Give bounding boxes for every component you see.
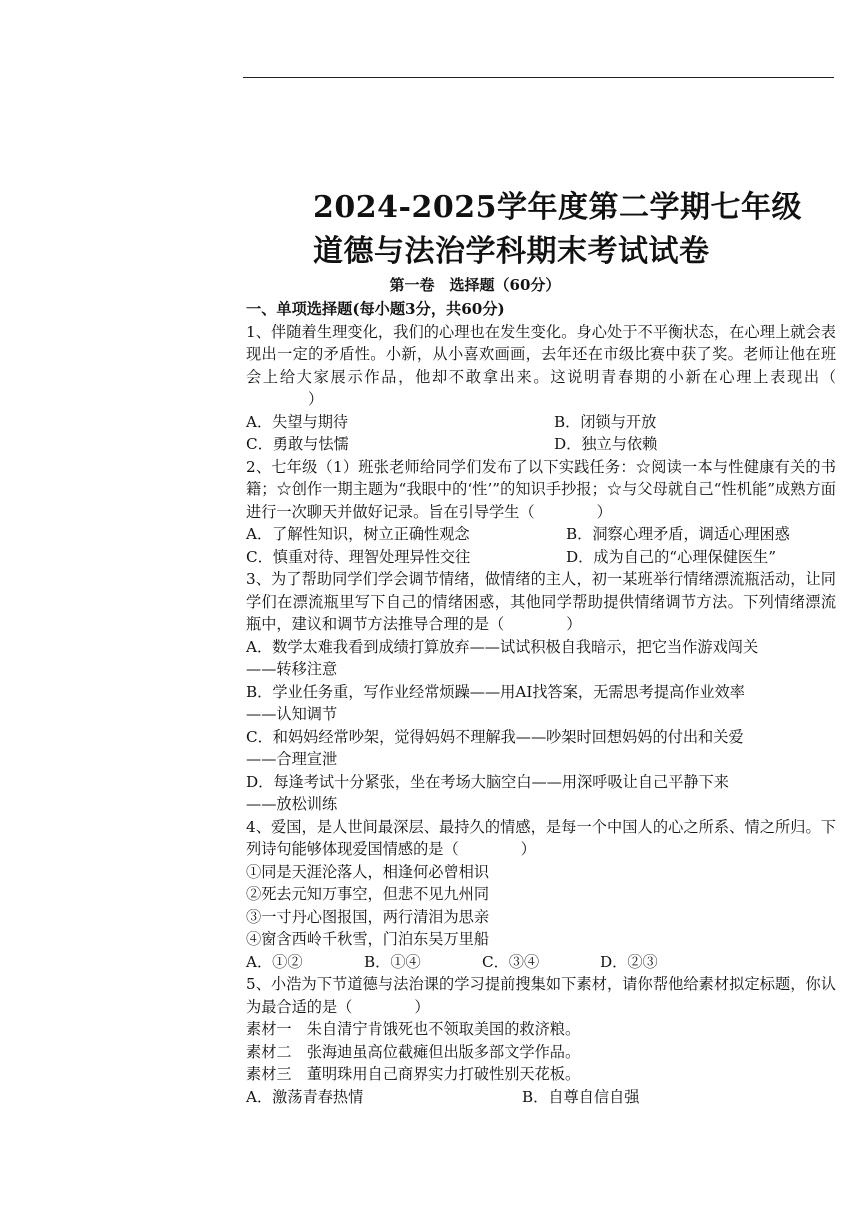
question-4-option-c[interactable]: C．③④ [482, 952, 540, 971]
exam-title-line-1: 2024-2025学年度第二学期七年级 [313, 190, 802, 225]
exam-body [246, 298, 836, 1108]
question-5-stem: 5、小浩为下节道德与法治课的学习提前搜集如下素材，请你帮他给素材拟定标题，你认为最合适的是（ ） [246, 975, 836, 1016]
question-4-option-a[interactable]: A．①② [246, 952, 303, 971]
question-1-option-d[interactable]: D．独立与依赖 [554, 435, 658, 453]
question-1-options-row-1 [246, 411, 836, 434]
question-5-options-row-1 [246, 1086, 836, 1109]
question-2-option-a[interactable]: A．了解性知识，树立正确性观念 [246, 525, 470, 543]
question-5-option-a[interactable]: A．激荡青春热情 [246, 1087, 364, 1106]
question-1-stem: 1、伴随着生理变化，我们的心理也在发生变化。身心处于不平衡状态，在心理上就会表现出一定的矛盾性。小新，从小喜欢画画，去年还在市级比赛中获了奖。老师让他在班会上给大家展示作品，他却不敢拿出来。这说明青春期的小新在心理上表现出（） [246, 322, 836, 408]
question-4-stem: 4、爱国，是人世间最深层、最持久的情感，是每一个中国人的心之所系、情之所归。下列诗句能够体现爱国情感的是（ ） [246, 817, 836, 858]
question-1-option-c[interactable]: C．勇敢与怯懦 [246, 435, 349, 453]
question-1-option-b[interactable]: B．闭锁与开放 [554, 412, 657, 431]
question-4-options [246, 951, 836, 974]
question-2-options-row-2 [246, 546, 836, 569]
question-1-option-a[interactable]: A．失望与期待 [246, 412, 349, 431]
question-1-options-row-2 [246, 433, 836, 456]
question-5-option-b[interactable]: B．自尊自信自强 [522, 1087, 640, 1106]
question-2-options-row-1 [246, 523, 836, 546]
question-4-poem-2: ②死去元知万事空，但悲不见九州同 [246, 885, 489, 903]
question-3-option-d-method: ——放松训练 [246, 795, 338, 813]
volume-heading: 第一卷 选择题（60分） [389, 276, 561, 294]
header-rule [243, 77, 834, 78]
exam-title-line-2: 道德与法治学科期末考试试卷 [313, 234, 710, 269]
question-5-material-3: 素材三 董明珠用自己商界实力打破性别天花板。 [246, 1065, 581, 1083]
question-2-option-b[interactable]: B．洞察心理矛盾，调适心理困惑 [566, 525, 790, 543]
question-3-option-d[interactable]: D．每逢考试十分紧张，坐在考场大脑空白——用深呼吸让自己平静下来 [246, 772, 729, 791]
question-2-option-d[interactable]: D．成为自己的“心理保健医生” [566, 547, 776, 566]
question-4-option-b[interactable]: B．①④ [364, 952, 421, 971]
question-3-option-a-method: ——转移注意 [246, 660, 338, 678]
question-2-stem: 2、七年级（1）班张老师给同学们发布了以下实践任务：☆阅读一本与性健康有关的书籍；☆创作一期主题为“我眼中的‘性’”的知识手抄报；☆与父母就自己“性机能”成熟方面进行一次聊天并做好记录。旨在引导学生（ ） [246, 457, 836, 521]
question-4-poem-1: ①同是天涯沦落人，相逢何必曾相识 [246, 862, 489, 881]
question-2-option-c[interactable]: C．慎重对待、理智处理异性交往 [246, 547, 471, 566]
question-4-option-d[interactable]: D．②③ [600, 952, 658, 971]
question-3-option-a[interactable]: A．数学太难我看到成绩打算放弃——试试积极自我暗示，把它当作游戏闯关 [246, 637, 759, 656]
question-4-poem-4: ④窗含西岭千秋雪，门泊东吴万里船 [246, 930, 489, 948]
question-3-option-b[interactable]: B．学业任务重，写作业经常烦躁——用AI找答案，无需思考提高作业效率 [246, 682, 745, 701]
question-3-option-b-method: ——认知调节 [246, 705, 338, 723]
question-3-option-c[interactable]: C．和妈妈经常吵架，觉得妈妈不理解我——吵架时回想妈妈的付出和关爱 [246, 727, 744, 746]
section-heading: 一、单项选择题(每小题3分，共60分) [246, 300, 505, 318]
question-3-option-c-method: ——合理宣泄 [246, 750, 338, 768]
question-5-material-1: 素材一 朱自清宁肯饿死也不领取美国的救济粮。 [246, 1020, 581, 1038]
question-4-poem-3: ③一寸丹心图报国，两行清泪为思亲 [246, 907, 489, 926]
question-3-stem: 3、为了帮助同学们学会调节情绪，做情绪的主人，初一某班举行情绪漂流瓶活动，让同学们在漂流瓶里写下自己的情绪困惑，其他同学帮助提供情绪调节方法。下列情绪漂流瓶中，建议和调节方法推导合理的是（ ） [246, 570, 836, 633]
question-5-material-2: 素材二 张海迪虽高位截瘫但出版多部文学作品。 [246, 1042, 581, 1061]
